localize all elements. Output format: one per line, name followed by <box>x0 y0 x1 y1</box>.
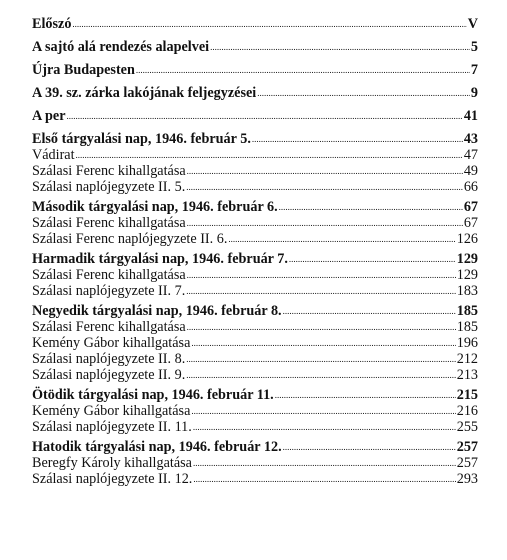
toc-entry-title: Szálasi naplójegyzete II. 7. <box>32 283 186 299</box>
toc-entry-title: A per <box>32 108 66 124</box>
toc-entry-title: Negyedik tárgyalási nap, 1946. február 8. <box>32 303 282 319</box>
toc-entry-kemeny-kihallgatasa <box>32 403 478 419</box>
toc-entry-page: 66 <box>463 179 478 195</box>
toc-entry-page: 196 <box>456 335 478 351</box>
toc-entry-a-per <box>32 108 478 124</box>
toc-entry-szalasi-kihallgatasa <box>32 215 478 231</box>
toc-entry-page: 255 <box>456 419 478 435</box>
toc-entry-title: Második tárgyalási nap, 1946. február 6. <box>32 199 278 215</box>
toc-entry-page: 9 <box>470 85 478 101</box>
toc-leader-dots <box>193 455 456 471</box>
toc-entry-title: Szálasi Ferenc kihallgatása <box>32 163 186 179</box>
toc-entry-page: 213 <box>456 367 478 383</box>
toc-leader-dots <box>187 267 456 283</box>
toc-entry-page: 257 <box>456 439 478 455</box>
toc-entry-title: Újra Budapesten <box>32 62 135 78</box>
toc-entry-szalasi-naplojegyzete <box>32 419 478 435</box>
toc-entry-title: Harmadik tárgyalási nap, 1946. február 7. <box>32 251 288 267</box>
toc-leader-dots <box>210 39 470 55</box>
toc-leader-dots <box>257 85 470 101</box>
toc-entry-page: 215 <box>456 387 478 403</box>
toc-leader-dots <box>228 231 455 247</box>
toc-entry-szalasi-naplojegyzete <box>32 231 478 247</box>
toc-entry-page: 126 <box>456 231 478 247</box>
toc-leader-dots <box>186 351 455 367</box>
toc-leader-dots <box>76 147 463 163</box>
toc-entry-title: Szálasi naplójegyzete II. 5. <box>32 179 186 195</box>
toc-entry-page: 41 <box>463 108 478 124</box>
toc-leader-dots <box>186 179 463 195</box>
toc-entry-title: Kemény Gábor kihallgatása <box>32 403 191 419</box>
toc-leader-dots <box>187 163 463 179</box>
toc-entry-title: Előszó <box>32 16 72 32</box>
toc-leader-dots <box>72 16 466 32</box>
toc-entry-title: Szálasi Ferenc naplójegyzete II. 6. <box>32 231 228 247</box>
table-of-contents <box>32 16 478 487</box>
toc-section-day-5 <box>32 387 478 403</box>
toc-entry-szalasi-naplojegyzete <box>32 367 478 383</box>
toc-entry-ujra-budapesten <box>32 62 478 78</box>
toc-entry-title: Szálasi naplójegyzete II. 9. <box>32 367 186 383</box>
toc-entry-beregfy-kihallgatasa <box>32 455 478 471</box>
toc-leader-dots <box>67 108 463 124</box>
toc-entry-sajto-ala-rendezes <box>32 39 478 55</box>
toc-entry-page: 216 <box>456 403 478 419</box>
toc-entry-page: V <box>467 16 478 32</box>
toc-section-day-6 <box>32 439 478 455</box>
toc-entry-title: Kemény Gábor kihallgatása <box>32 335 191 351</box>
toc-entry-page: 185 <box>456 319 478 335</box>
toc-entry-page: 129 <box>456 267 478 283</box>
toc-entry-page: 43 <box>463 131 478 147</box>
toc-entry-page: 129 <box>456 251 478 267</box>
toc-leader-dots <box>193 419 456 435</box>
toc-entry-szalasi-naplojegyzete <box>32 283 478 299</box>
toc-entry-szalasi-naplojegyzete <box>32 471 478 487</box>
toc-leader-dots <box>191 335 455 351</box>
toc-leader-dots <box>187 319 456 335</box>
toc-entry-szalasi-kihallgatasa <box>32 267 478 283</box>
toc-leader-dots <box>191 403 455 419</box>
toc-entry-title: Szálasi Ferenc kihallgatása <box>32 267 186 283</box>
toc-entry-szalasi-kihallgatasa <box>32 319 478 335</box>
toc-entry-kemeny-kihallgatasa <box>32 335 478 351</box>
toc-entry-szalasi-kihallgatasa <box>32 163 478 179</box>
toc-entry-title: Hatodik tárgyalási nap, 1946. február 12. <box>32 439 282 455</box>
toc-section-day-4 <box>32 303 478 319</box>
toc-entry-title: A sajtó alá rendezés alapelvei <box>32 39 210 55</box>
toc-entry-title: Szálasi naplójegyzete II. 8. <box>32 351 186 367</box>
toc-leader-dots <box>136 62 470 78</box>
toc-section-day-1 <box>32 131 478 147</box>
toc-entry-szalasi-naplojegyzete <box>32 351 478 367</box>
toc-entry-title: Vádirat <box>32 147 75 163</box>
toc-leader-dots <box>279 199 463 215</box>
toc-section-day-2 <box>32 199 478 215</box>
toc-entry-page: 67 <box>463 199 478 215</box>
toc-entry-page: 293 <box>456 471 478 487</box>
toc-leader-dots <box>283 303 456 319</box>
toc-entry-szalasi-naplojegyzete <box>32 179 478 195</box>
toc-leader-dots <box>252 131 463 147</box>
toc-leader-dots <box>186 283 455 299</box>
toc-entry-zarka-feljegyzesei <box>32 85 478 101</box>
toc-entry-page: 183 <box>456 283 478 299</box>
toc-entry-title: Szálasi Ferenc kihallgatása <box>32 319 186 335</box>
toc-entry-title: Szálasi naplójegyzete II. 11. <box>32 419 192 435</box>
toc-entry-page: 47 <box>463 147 478 163</box>
toc-entry-title: Beregfy Károly kihallgatása <box>32 455 192 471</box>
toc-leader-dots <box>187 215 463 231</box>
toc-entry-page: 257 <box>456 455 478 471</box>
toc-entry-title: Ötödik tárgyalási nap, 1946. február 11. <box>32 387 274 403</box>
toc-entry-vadirat <box>32 147 478 163</box>
toc-leader-dots <box>289 251 456 267</box>
toc-entry-page: 67 <box>463 215 478 231</box>
toc-leader-dots <box>275 387 456 403</box>
toc-entry-title: Szálasi Ferenc kihallgatása <box>32 215 186 231</box>
toc-leader-dots <box>186 367 455 383</box>
toc-leader-dots <box>283 439 456 455</box>
toc-entry-page: 212 <box>456 351 478 367</box>
toc-entry-title: A 39. sz. zárka lakójának feljegyzései <box>32 85 257 101</box>
toc-leader-dots <box>193 471 455 487</box>
toc-section-day-3 <box>32 251 478 267</box>
toc-entry-page: 185 <box>456 303 478 319</box>
toc-entry-title: Szálasi naplójegyzete II. 12. <box>32 471 193 487</box>
toc-entry-title: Első tárgyalási nap, 1946. február 5. <box>32 131 251 147</box>
toc-entry-page: 7 <box>470 62 478 78</box>
toc-entry-page: 49 <box>463 163 478 179</box>
toc-entry-eloszo <box>32 16 478 32</box>
toc-entry-page: 5 <box>470 39 478 55</box>
